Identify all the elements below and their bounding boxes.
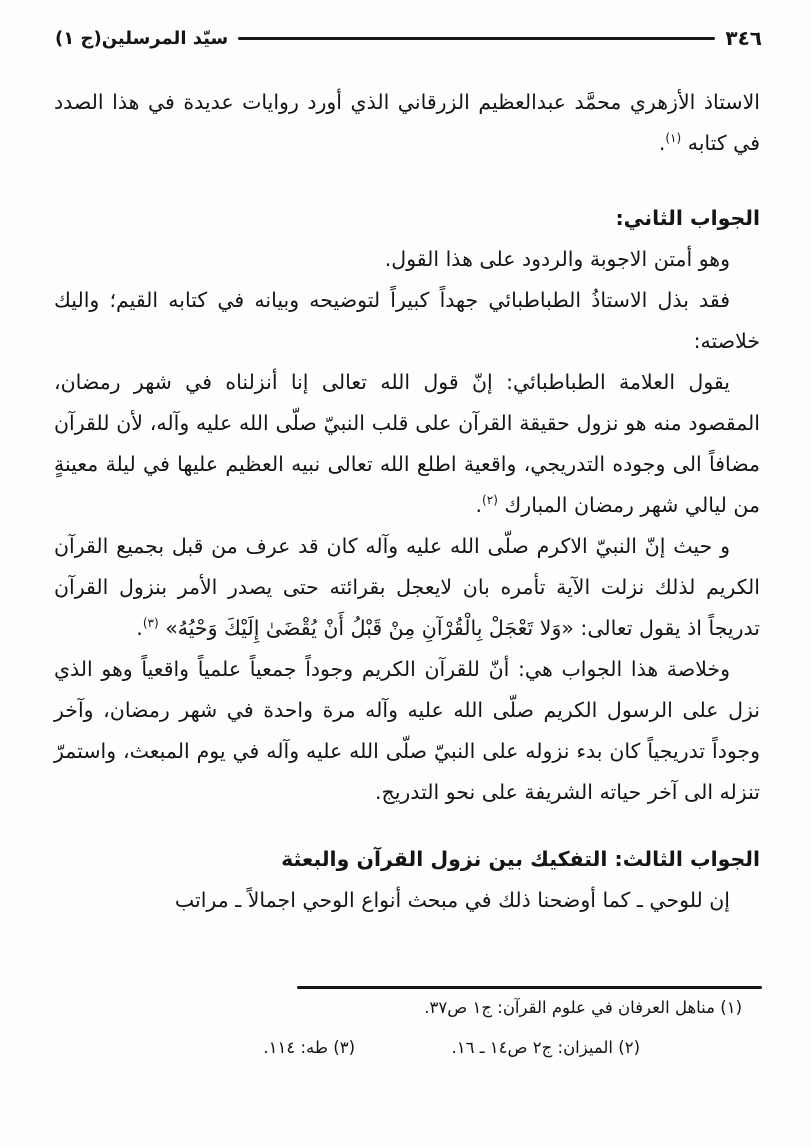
page-number: ٣٤٦ [725,26,762,50]
paragraph-continuation [54,82,760,164]
section-heading-third-answer: الجواب الثالث: التفكيك بين نزول القرآن والبعثة [281,847,760,871]
paragraph-text: يقول العلامة الطباطبائي: إنّ قول الله تعالى إنا أنزلناه في شهر رمضان، المقصود منه هو نزول حقيقة القرآن على قلب النبيّ صلّى الله عليه وآله، لأن للقرآن مضافاً الى وجوده التدريجي، واقعية اطلع الله تعالى نبيه العظيم عليها في ليلة معينةٍ من ليالي شهر رمضان المبارك [54,370,760,517]
footnotes-section [40,982,762,1112]
paragraph-text: و حيث إنّ النبيّ الاكرم صلّى الله عليه وآله كان قد عرف من قبل بجميع القرآن الكريم لذلك نزلت الآية تأمره بان لايعجل بقرائته حتى يصدر الأمر بنزول القرآن تدريجاً اذ يقول تعالى: «وَلا تَعْجَلْ بِالْقُرْآنِ مِنْ قَبْلُ أَنْ يُقْضَىٰ إِلَيْكَ وَحْيُهُ» [54,534,760,640]
paragraph: وهو أمتن الاجوبة والردود على هذا القول. [384,247,730,271]
paragraph: وخلاصة هذا الجواب هي: أنّ للقرآن الكريم وجوداً جمعياً علمياً واقعياً وهو الذي نزل على الرسول الكريم صلّى الله عليه وآله مرة واحدة في شهر رمضان، وآخر وجوداً تدريجياً كان بدء نزوله على النبيّ صلّى الله عليه وآله في يوم المبعث، واستمرّ تنزله الى آخر حياته الشريفة على نحو التدريج. [54,657,760,804]
paragraph-tail: . [658,131,666,155]
footnote-marker-1: (١) [665,131,682,145]
paragraph-tail: . [136,616,143,640]
footnote-3: (٣) طه: ١١٤. [263,1038,355,1057]
header-rule [238,37,715,40]
section-heading-second-answer: الجواب الثاني: [615,206,760,230]
page-header [55,26,762,50]
paragraph-with-quran-quote [54,526,760,649]
footnote-2: (٢) الميزان: ج٢ ص١٤ ـ ١٦. [451,1038,640,1057]
paragraph: إن للوحي ـ كما أوضحنا ذلك في مبحث أنواع الوحي اجمالاً ـ مراتب [174,888,730,912]
footnote-1: (١) مناهل العرفان في علوم القرآن: ج١ ص٣٧. [424,998,742,1017]
paragraph: فقد بذل الاستاذُ الطباطبائي جهداً كبيراً لتوضيحه وبيانه في كتابه القيم؛ واليك خلاصته: [54,288,760,353]
book-title: سيّد المرسلين(ج ١) [55,27,229,49]
paragraph-tail: . [475,493,483,517]
paragraph [54,362,760,526]
page-body [54,82,760,921]
footnote-separator-rule [297,986,762,989]
paragraph-text: الاستاذ الأزهري محمَّد عبدالعظيم الزرقاني الذي أورد روايات عديدة في هذا الصدد في كتابه [54,90,760,155]
footnote-marker-3: (٣) [142,616,159,630]
footnote-marker-2: (٢) [482,493,498,507]
